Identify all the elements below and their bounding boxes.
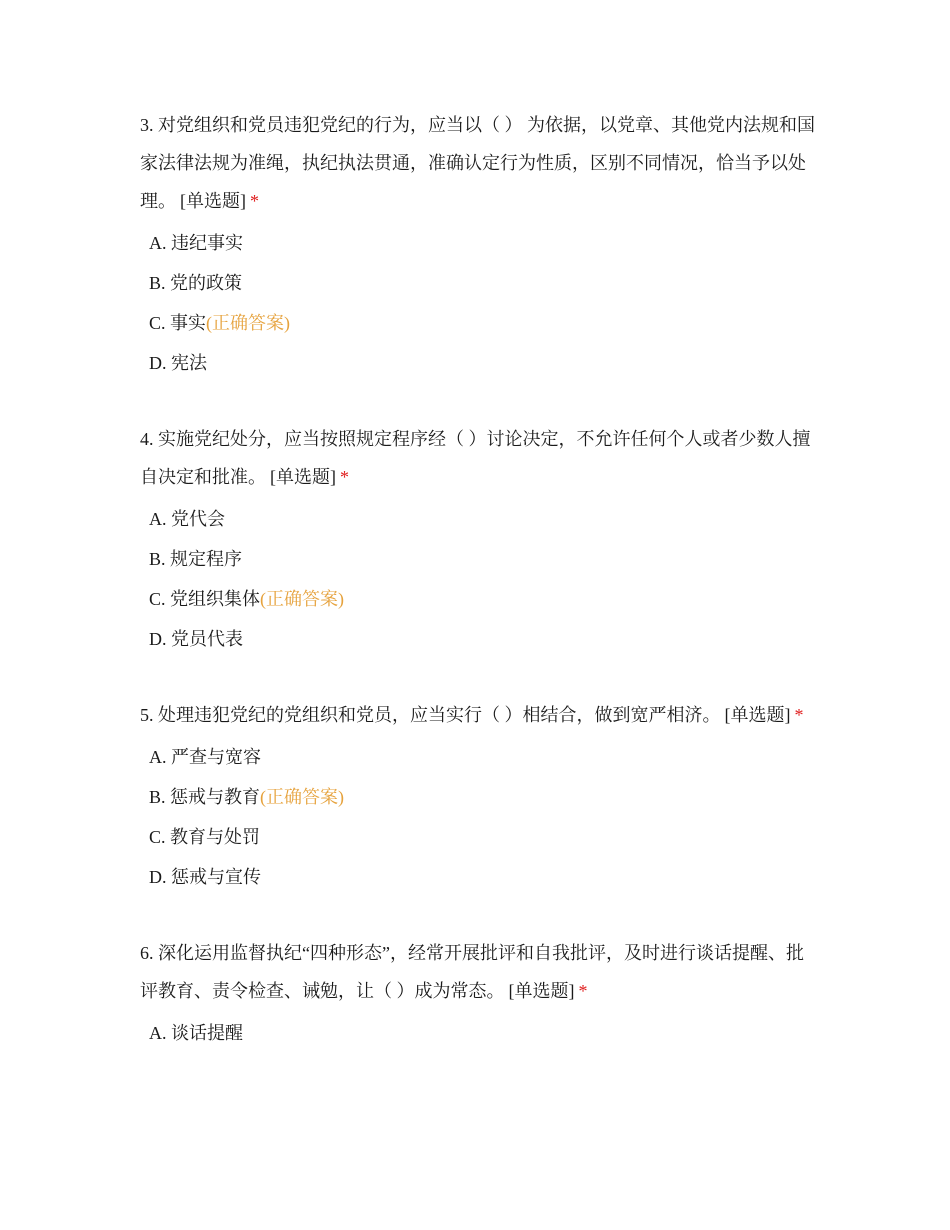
- option-text: 谈话提醒: [171, 1023, 243, 1043]
- option-letter: D.: [149, 353, 167, 373]
- option-d[interactable]: [140, 343, 820, 383]
- option-a[interactable]: [140, 223, 820, 263]
- question-stem: 5. 处理违犯党纪的党组织和党员，应当实行（ ）相结合，做到宽严相济。: [140, 705, 721, 725]
- question-4: [140, 420, 820, 659]
- question-stem: 6. 深化运用监督执纪“四种形态”，经常开展批评和自我批评，及时进行谈话提醒、批评教育、责令检查、诫勉，让（ ）成为常态。: [140, 943, 804, 1001]
- option-letter: A.: [149, 509, 167, 529]
- option-text: 严查与宽容: [171, 747, 261, 767]
- option-letter: D.: [149, 867, 167, 887]
- required-mark: *: [250, 191, 259, 211]
- option-letter: A.: [149, 1023, 167, 1043]
- correct-answer-tag: (正确答案): [260, 787, 345, 807]
- option-letter: C.: [149, 827, 166, 847]
- option-letter: A.: [149, 233, 167, 253]
- option-letter: B.: [149, 549, 166, 569]
- option-d[interactable]: [140, 857, 820, 897]
- option-b[interactable]: [140, 263, 820, 303]
- option-letter: C.: [149, 313, 166, 333]
- option-text: 违纪事实: [171, 233, 243, 253]
- option-a[interactable]: [140, 499, 820, 539]
- question-text: [140, 106, 820, 220]
- option-text: 事实: [170, 313, 207, 333]
- option-text: 党组织集体: [170, 589, 261, 609]
- option-b[interactable]: [140, 539, 820, 579]
- option-c[interactable]: [140, 579, 820, 619]
- survey-page: [140, 106, 820, 1090]
- question-type-tag: [单选题]: [180, 191, 246, 211]
- question-3: [140, 106, 820, 383]
- required-mark: *: [794, 705, 804, 725]
- option-text: 教育与处罚: [170, 827, 261, 847]
- option-text: 党的政策: [170, 273, 243, 293]
- question-5: [140, 696, 820, 897]
- option-text: 党代会: [171, 509, 225, 529]
- option-text: 惩戒与教育: [170, 787, 261, 807]
- option-letter: C.: [149, 589, 166, 609]
- correct-answer-tag: (正确答案): [206, 313, 291, 333]
- question-text: [140, 696, 820, 734]
- required-mark: *: [340, 467, 349, 487]
- option-list: [140, 1013, 820, 1053]
- option-text: 惩戒与宣传: [171, 867, 261, 887]
- question-type-tag: [单选题]: [724, 705, 791, 725]
- option-letter: B.: [149, 787, 166, 807]
- option-list: [140, 223, 820, 383]
- option-letter: B.: [149, 273, 166, 293]
- option-letter: D.: [149, 629, 167, 649]
- question-text: [140, 420, 820, 496]
- correct-answer-tag: (正确答案): [260, 589, 345, 609]
- option-b[interactable]: [140, 777, 820, 817]
- question-type-tag: [单选题]: [270, 467, 336, 487]
- question-type-tag: [单选题]: [508, 981, 575, 1001]
- option-list: [140, 737, 820, 897]
- option-a[interactable]: [140, 737, 820, 777]
- option-d[interactable]: [140, 619, 820, 659]
- option-letter: A.: [149, 747, 167, 767]
- question-text: [140, 934, 820, 1010]
- question-6: [140, 934, 820, 1053]
- option-text: 宪法: [171, 353, 207, 373]
- question-stem: 4. 实施党纪处分，应当按照规定程序经（ ）讨论决定，不允许任何个人或者少数人擅自决定和批准。: [140, 429, 811, 487]
- option-text: 规定程序: [170, 549, 243, 569]
- option-list: [140, 499, 820, 659]
- option-c[interactable]: [140, 817, 820, 857]
- option-text: 党员代表: [171, 629, 243, 649]
- question-stem: 3. 对党组织和党员违犯党纪的行为，应当以（ ） 为依据，以党章、其他党内法规和国家法律法规为准绳，执纪执法贯通，准确认定行为性质，区别不同情况，恰当予以处理。: [140, 115, 815, 211]
- option-c[interactable]: [140, 303, 820, 343]
- option-a[interactable]: [140, 1013, 820, 1053]
- required-mark: *: [578, 981, 588, 1001]
